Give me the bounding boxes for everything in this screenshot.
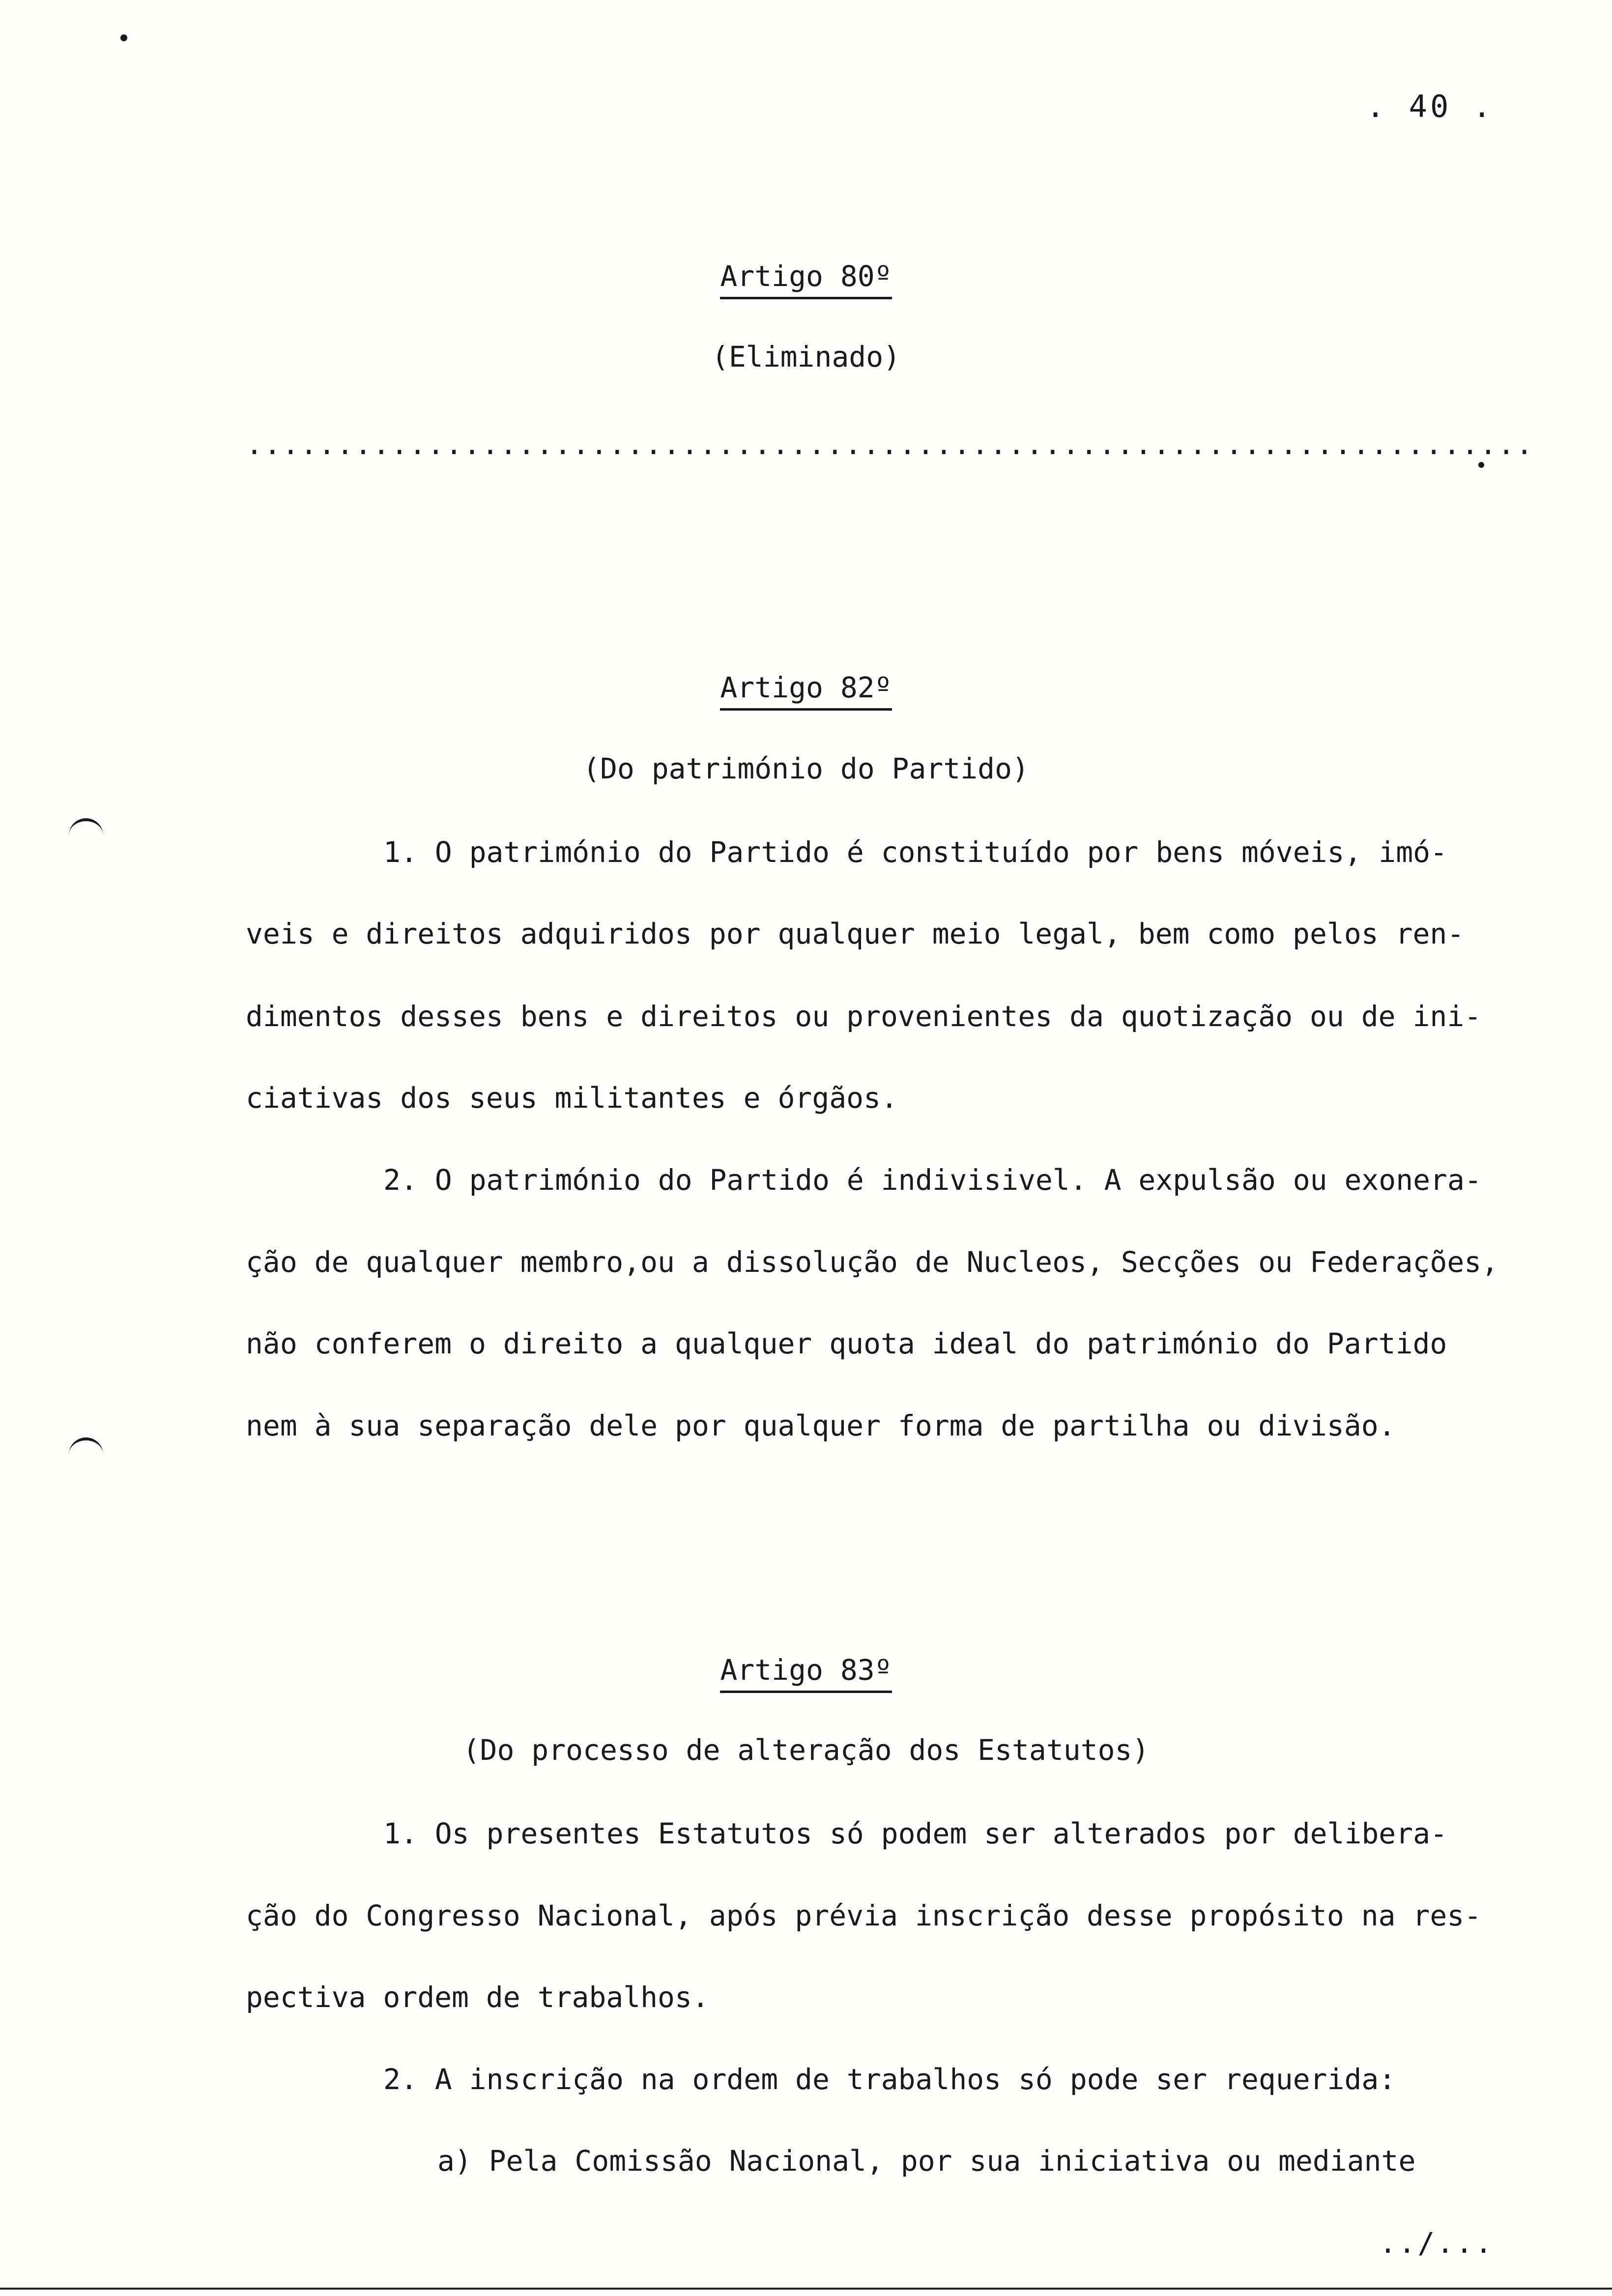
paragraph-line: 1. Os presentes Estatutos só podem ser alterados por delibera- (383, 1817, 1447, 1850)
paragraph-line: não conferem o direito a qualquer quota ideal do património do Partido (246, 1327, 1447, 1360)
scan-speck (1478, 462, 1484, 468)
paragraph-line: 2. O património do Partido é indivisivel. A expulsão ou exonera- (383, 1163, 1482, 1197)
paragraph-line: ciativas dos seus militantes e órgãos. (246, 1081, 898, 1115)
paragraph-line: ção de qualquer membro,ou a dissolução de Nucleos, Secções ou Federações, (246, 1245, 1499, 1279)
article-82-heading (0, 671, 1612, 711)
article-83-subtitle: (Do processo de alteração dos Estatutos) (462, 1733, 1150, 1767)
paragraph-line: dimentos desses bens e direitos ou provenientes da quotização ou de ini- (246, 1000, 1482, 1033)
page-number: . 40 . (1366, 88, 1494, 124)
article-82-title: Artigo 82º (720, 671, 892, 711)
paragraph-line: a) Pela Comissão Nacional, por sua iniciativa ou mediante (437, 2144, 1416, 2178)
article-83-title: Artigo 83º (720, 1653, 892, 1693)
scan-speck (120, 34, 127, 41)
punch-hole-mark (69, 1437, 103, 1460)
ellipsis-separator: ....................................................................... (246, 428, 1534, 461)
paragraph-line: nem à sua separação dele por qualquer forma de partilha ou divisão. (246, 1409, 1396, 1442)
article-80-heading (0, 259, 1612, 299)
paragraph-line: pectiva ordem de trabalhos. (246, 1980, 709, 2014)
page-edge (0, 2288, 1612, 2290)
article-80-subtitle: (Eliminado) (711, 340, 901, 373)
article-82-subtitle: (Do património do Partido) (583, 752, 1029, 785)
paragraph-line: ção do Congresso Nacional, após prévia inscrição desse propósito na res- (246, 1899, 1482, 1932)
continuation-mark: ../... (1379, 2226, 1494, 2260)
article-80-title: Artigo 80º (720, 259, 892, 299)
paragraph-line: veis e direitos adquiridos por qualquer meio legal, bem como pelos ren- (246, 917, 1465, 950)
article-83-heading (0, 1653, 1612, 1693)
punch-hole-mark (69, 818, 103, 841)
paragraph-line: 1. O património do Partido é constituído por bens móveis, imó- (383, 835, 1447, 869)
paragraph-line: 2. A inscrição na ordem de trabalhos só pode ser requerida: (383, 2063, 1396, 2096)
